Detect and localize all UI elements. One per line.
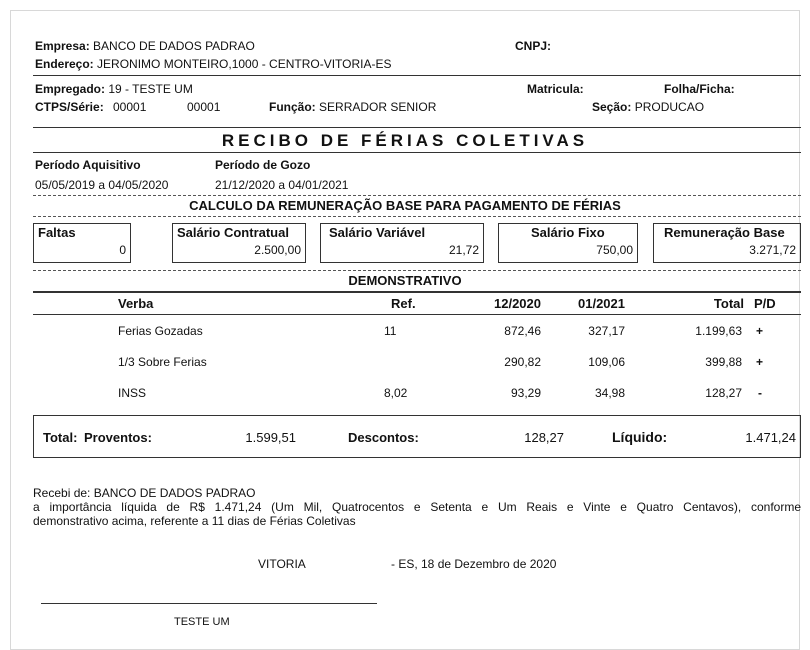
faltas-box <box>33 223 131 263</box>
salario-contratual-box <box>172 223 306 263</box>
demonstrativo-title: DEMONSTRATIVO <box>348 273 462 288</box>
proventos-value: 1.599,51 <box>245 430 296 445</box>
ctps-number: 00001 <box>113 100 147 114</box>
empregado-label: Empregado: <box>35 82 106 96</box>
periodo-gozo-label: Período de Gozo <box>215 158 311 172</box>
date: - ES, 18 de Dezembro de 2020 <box>391 557 557 571</box>
secao-value: PRODUCAO <box>634 100 705 114</box>
endereco-value: JERONIMO MONTEIRO,1000 - CENTRO-VITORIA-ES <box>97 57 392 71</box>
document-title: RECIBO DE FÉRIAS COLETIVAS <box>221 131 589 150</box>
calculo-title: CALCULO DA REMUNERAÇÃO BASE PARA PAGAMENTO DE FÉRIAS <box>189 198 621 213</box>
secao-row <box>592 100 704 114</box>
ctps-serie: 00001 <box>187 100 221 114</box>
divider <box>33 314 801 315</box>
divider <box>33 75 801 76</box>
proventos-label: Proventos: <box>84 430 152 445</box>
secao-label: Seção: <box>592 100 632 114</box>
remuneracao-base-value: 3.271,72 <box>749 243 796 257</box>
salario-fixo-value: 750,00 <box>596 243 633 257</box>
col-month2-header: 01/2021 <box>578 296 625 311</box>
empresa-row <box>35 39 255 53</box>
total-label: Total: <box>43 430 78 445</box>
divider <box>33 195 801 196</box>
salario-variavel-label: Salário Variável <box>329 225 426 240</box>
col-verba-header: Verba <box>118 296 154 311</box>
faltas-value: 0 <box>119 243 126 257</box>
funcao-row <box>269 100 436 114</box>
col-ref-header: Ref. <box>391 296 416 311</box>
divider <box>33 127 801 128</box>
row-month2: 109,06 <box>588 355 625 369</box>
divider <box>33 291 801 293</box>
remuneracao-base-label: Remuneração Base <box>664 225 785 240</box>
endereco-row <box>35 57 392 71</box>
divider <box>33 270 801 271</box>
row-month1: 290,82 <box>504 355 541 369</box>
row-verba: Ferias Gozadas <box>118 324 203 338</box>
col-month1-header: 12/2020 <box>494 296 541 311</box>
row-month2: 34,98 <box>594 386 625 400</box>
divider <box>33 216 801 217</box>
row-month1: 93,29 <box>510 386 541 400</box>
receipt-line: Recebi de: BANCO DE DADOS PADRAO <box>33 486 256 500</box>
row-verba: 1/3 Sobre Ferias <box>118 355 207 369</box>
liquido-value: 1.471,24 <box>745 430 796 445</box>
empresa-label: Empresa: <box>35 39 90 53</box>
descontos-label: Descontos: <box>348 430 419 445</box>
receipt-line: a importância líquida de R$ 1.471,24 (Um Mil, Quatrocentos e Setenta e Um Reais e Vinte e Quatro Centavos), conforme <box>33 500 801 514</box>
endereco-label: Endereço: <box>35 57 94 71</box>
funcao-label: Função: <box>269 100 316 114</box>
row-pd: + <box>756 324 764 338</box>
row-pd: - <box>758 386 762 400</box>
col-total-header: Total <box>713 296 744 311</box>
row-month1: 872,46 <box>504 324 541 338</box>
empregado-value: 19 - TESTE UM <box>108 82 193 96</box>
matricula-label: Matricula: <box>527 82 584 96</box>
descontos-value: 128,27 <box>524 430 564 445</box>
empregado-row <box>35 82 193 96</box>
salario-contratual-value: 2.500,00 <box>254 243 301 257</box>
row-total: 1.199,63 <box>695 324 742 338</box>
row-pd: + <box>756 355 764 369</box>
row-total: 128,27 <box>705 386 742 400</box>
salario-variavel-box <box>320 223 484 263</box>
periodo-aquisitivo-value: 05/05/2019 a 04/05/2020 <box>35 178 169 192</box>
folha-label: Folha/Ficha: <box>664 82 735 96</box>
salario-fixo-label: Salário Fixo <box>531 225 605 240</box>
signature-name: TESTE UM <box>174 616 230 628</box>
place: VITORIA <box>258 557 306 571</box>
row-total: 399,88 <box>705 355 742 369</box>
row-ref: 8,02 <box>384 386 408 400</box>
faltas-label: Faltas <box>38 225 76 240</box>
totals-box <box>33 415 801 458</box>
receipt-line: demonstrativo acima, referente a 11 dias de Férias Coletivas <box>33 514 356 528</box>
salario-fixo-box <box>498 223 638 263</box>
remuneracao-base-box <box>653 223 801 263</box>
row-month2: 327,17 <box>588 324 625 338</box>
signature-line <box>41 603 377 604</box>
empresa-value: BANCO DE DADOS PADRAO <box>93 39 255 53</box>
row-verba: INSS <box>118 386 147 400</box>
periodo-aquisitivo-label: Período Aquisitivo <box>35 158 141 172</box>
row-ref: 11 <box>384 324 397 338</box>
liquido-label: Líquido: <box>612 429 668 445</box>
salario-contratual-label: Salário Contratual <box>177 225 289 240</box>
funcao-value: SERRADOR SENIOR <box>319 100 437 114</box>
ctps-label: CTPS/Série: <box>35 100 104 114</box>
cnpj-label: CNPJ: <box>515 39 552 53</box>
periodo-gozo-value: 21/12/2020 a 04/01/2021 <box>215 178 349 192</box>
salario-variavel-value: 21,72 <box>448 243 479 257</box>
divider <box>33 152 801 153</box>
col-pd-header: P/D <box>754 296 776 311</box>
